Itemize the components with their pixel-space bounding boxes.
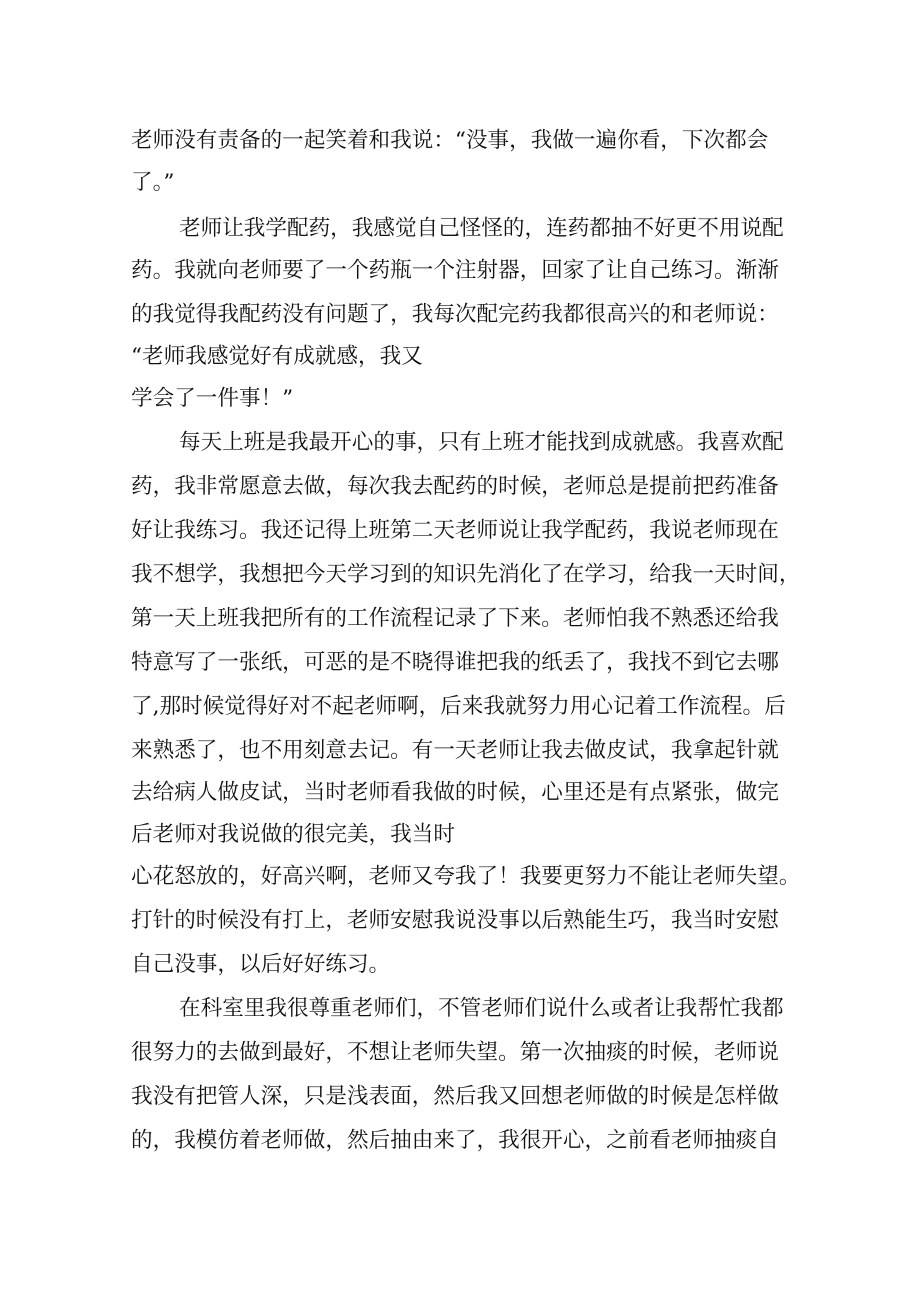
- text-line: 了,那时候觉得好对不起老师啊，后来我就努力用心记着工作流程。后: [131, 694, 786, 719]
- paragraph-first-line: 老师让我学配药，我感觉自己怪怪的，连药都抽不好更不用说配: [179, 216, 784, 241]
- text-line: 学会了一件事！”: [131, 386, 294, 411]
- text-line: 来熟悉了，也不用刻意去记。有一天老师让我去做皮试，我拿起针就: [131, 738, 779, 763]
- text-line: 后老师对我说做的很完美，我当时: [131, 822, 455, 847]
- text-line: 的，我模仿着老师做，然后抽由来了，我很开心，之前看老师抽痰自: [131, 1128, 779, 1153]
- text-line: 自己没事，以后好好练习。: [131, 952, 391, 977]
- text-line: 老师没有责备的一起笑着和我说：“没事，我做一遍你看，下次都会: [131, 128, 769, 153]
- text-line: 第一天上班我把所有的工作流程记录了下来。老师怕我不熟悉还给我: [131, 606, 779, 631]
- paragraph-first-line: 每天上班是我最开心的事，只有上班才能找到成就感。我喜欢配: [179, 430, 784, 455]
- text-line: 心花怒放的，好高兴啊，老师又夸我了！我要更努力不能让老师失望。: [131, 864, 801, 889]
- text-line: 药。我就向老师要了一个药瓶一个注射器，回家了让自己练习。渐渐: [131, 258, 779, 283]
- text-line: 的我觉得我配药没有问题了，我每次配完药我都很高兴的和老师说：: [131, 302, 779, 327]
- text-line: 药，我非常愿意去做，每次我去配药的时候，老师总是提前把药准备: [131, 474, 779, 499]
- text-line: 打针的时候没有打上，老师安慰我说没事以后熟能生巧，我当时安慰: [131, 908, 779, 933]
- text-line: “老师我感觉好有成就感，我又: [131, 344, 423, 369]
- paragraph-first-line: 在科室里我很尊重老师们，不管老师们说什么或者让我帮忙我都: [179, 996, 784, 1021]
- text-line: 了。”: [131, 170, 175, 195]
- text-line: 我没有把管人深，只是浅表面，然后我又回想老师做的时候是怎样做: [131, 1084, 779, 1109]
- text-line: 我不想学，我想把今天学习到的知识先消化了在学习，给我一天时间，: [131, 562, 801, 587]
- text-line: 去给病人做皮试，当时老师看我做的时候，心里还是有点紧张，做完: [131, 780, 779, 805]
- text-line: 好让我练习。我还记得上班第二天老师说让我学配药，我说老师现在: [131, 518, 779, 543]
- text-line: 特意写了一张纸，可恶的是不晓得谁把我的纸丢了，我找不到它去哪: [131, 650, 779, 675]
- text-line: 很努力的去做到最好，不想让老师失望。第一次抽痰的时候，老师说: [131, 1040, 779, 1065]
